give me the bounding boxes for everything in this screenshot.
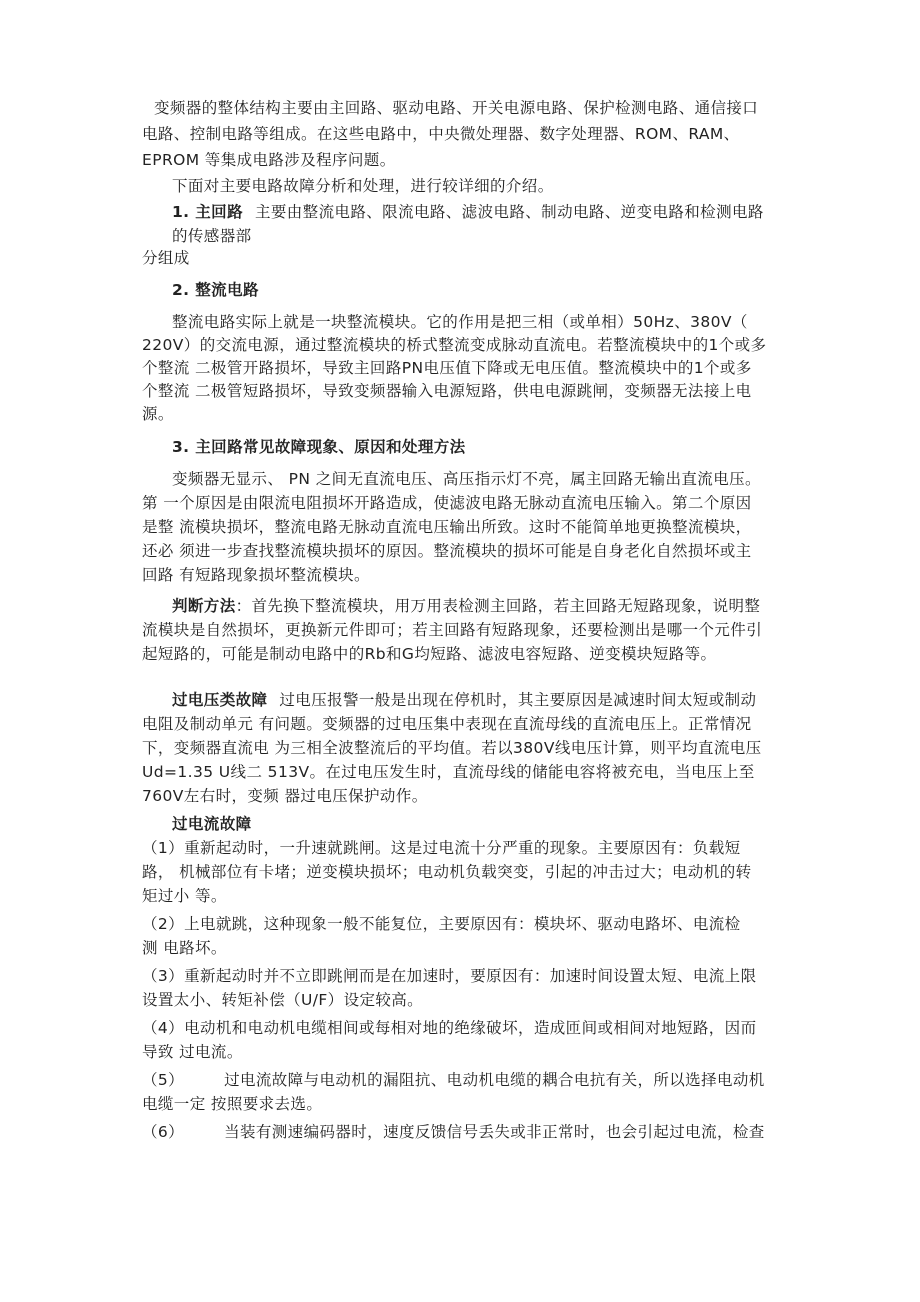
list-number: （3）: [142, 967, 185, 985]
list-item: （6） 当装有测速编码器时，速度反馈信号丢失或非正常时，也会引起过电流，检查: [142, 1123, 765, 1141]
overcurrent-heading: 过电流故障: [172, 815, 252, 833]
list-number: （1）: [142, 839, 185, 857]
section-1-line: 的传感器部: [172, 227, 252, 245]
list-item: （5） 过电流故障与电动机的漏阻抗、电动机电缆的耦合电抗有关，所以选择电动机: [142, 1071, 765, 1089]
list-item-line: 电缆一定 按照要求去选。: [142, 1095, 323, 1113]
section-3-line: 第 一个原因是由限流电阻损坏开路造成，使滤波电路无脉动直流电压输入。第二个原因: [142, 494, 752, 512]
section-2-line: 源。: [142, 405, 174, 423]
intro-line: 变频器的整体结构主要由主回路、驱动电路、开关电源电路、保护检测电路、通信接口: [154, 99, 759, 117]
list-item-line: 矩过小 等。: [142, 887, 227, 905]
section-1-heading: 1. 主回路: [172, 203, 243, 221]
list-item: （4）电动机和电动机电缆相间或每相对地的绝缘破坏，造成匝间或相间对地短路，因而: [142, 1019, 757, 1037]
section-1-line: 分组成: [142, 249, 190, 267]
judge-colon: ：: [235, 597, 252, 615]
list-number: （5）: [142, 1071, 185, 1089]
list-item: （2）上电就跳，这种现象一般不能复位，主要原因有：模块坏、驱动电路坏、电流检: [142, 915, 741, 933]
section-2-line: 个整流 二极管开路损坏，导致主回路PN电压值下降或无电压值。整流模块中的1个或多: [142, 359, 752, 377]
judge-line: 流模块是自然损坏，更换新元件即可；若主回路有短路现象，还要检测出是哪一个元件引: [142, 621, 763, 639]
section-3-line: 回路 有短路现象损坏整流模块。: [142, 566, 370, 584]
list-number: （6）: [142, 1123, 185, 1141]
intro-lead: 下面对主要电路故障分析和处理，进行较详细的介绍。: [172, 177, 554, 195]
judge-text: 首先换下整流模块，用万用表检测主回路，若主回路无短路现象，说明整: [251, 597, 761, 615]
section-1-text: 主要由整流电路、限流电路、滤波电路、制动电路、逆变电路和检测电路: [254, 203, 764, 221]
section-2-line: 个整流 二极管短路损坏，导致变频器输入电源短路，供电电源跳闸，变频器无法接上电: [142, 382, 752, 400]
list-number: （4）: [142, 1019, 185, 1037]
list-item-line: 设置太小、转矩补偿（U/F）设定较高。: [142, 991, 424, 1009]
list-number: （2）: [142, 915, 185, 933]
list-item: （1）重新起动时，一升速就跳闸。这是过电流十分严重的现象。主要原因有：负载短: [142, 839, 741, 857]
overvoltage-line: 下，变频器直流电 为三相全波整流后的平均值。若以380V线电压计算，则平均直流电压: [142, 739, 762, 757]
section-2-line: 整流电路实际上就是一块整流模块。它的作用是把三相（或单相）50Hz、380V（: [172, 313, 748, 331]
section-2-line: 220V）的交流电源，通过整流模块的桥式整流变成脉动直流电。若整流模块中的1个或多: [142, 336, 767, 354]
overvoltage-line: [172, 690, 756, 710]
judge-label: 判断方法: [172, 597, 236, 615]
intro-line: 电路、控制电路等组成。在这些电路中，中央微处理器、数字处理器、ROM、RAM、: [142, 125, 740, 143]
overvoltage-line: Ud=1.35 U线二 513V。在过电压发生时，直流母线的储能电容将被充电，当电压上至: [142, 763, 755, 781]
overvoltage-heading: 过电压类故障: [172, 691, 268, 709]
overvoltage-line: 760V左右时，变频 器过电压保护动作。: [142, 787, 428, 805]
list-item-line: 导致 过电流。: [142, 1043, 243, 1061]
list-item-line: 测 电路坏。: [142, 939, 227, 957]
list-item: （3）重新起动时并不立即跳闸而是在加速时，要原因有：加速时间设置太短、电流上限: [142, 967, 757, 985]
list-item-line: 路， 机械部位有卡堵；逆变模块损坏；电动机负载突变，引起的冲击过大；电动机的转: [142, 863, 752, 881]
section-3-line: 是整 流模块损坏，整流电路无脉动直流电压输出所致。这时不能简单地更换整流模块，: [142, 518, 752, 536]
judge-line: 起短路的，可能是制动电路中的Rb和G均短路、滤波电容短路、逆变模块短路等。: [142, 645, 717, 663]
intro-line: EPROM 等集成电路涉及程序问题。: [142, 151, 396, 169]
section-2-heading: 2. 整流电路: [172, 281, 259, 299]
overvoltage-text: 过电压报警一般是出现在停机时，其主要原因是减速时间太短或制动: [279, 691, 757, 709]
section-3-line: 变频器无显示、 PN 之间无直流电压、高压指示灯不亮，属主回路无输出直流电压。: [172, 470, 761, 488]
section-1-line: [172, 202, 764, 222]
section-3-heading: 3. 主回路常见故障现象、原因和处理方法: [172, 438, 466, 456]
overvoltage-line: 电阻及制动单元 有问题。变频器的过电压集中表现在直流母线的直流电压上。正常情况: [142, 715, 752, 733]
section-3-line: 还必 须进一步查找整流模块损坏的原因。整流模块的损坏可能是自身老化自然损坏或主: [142, 542, 752, 560]
judge-line: [172, 596, 760, 616]
